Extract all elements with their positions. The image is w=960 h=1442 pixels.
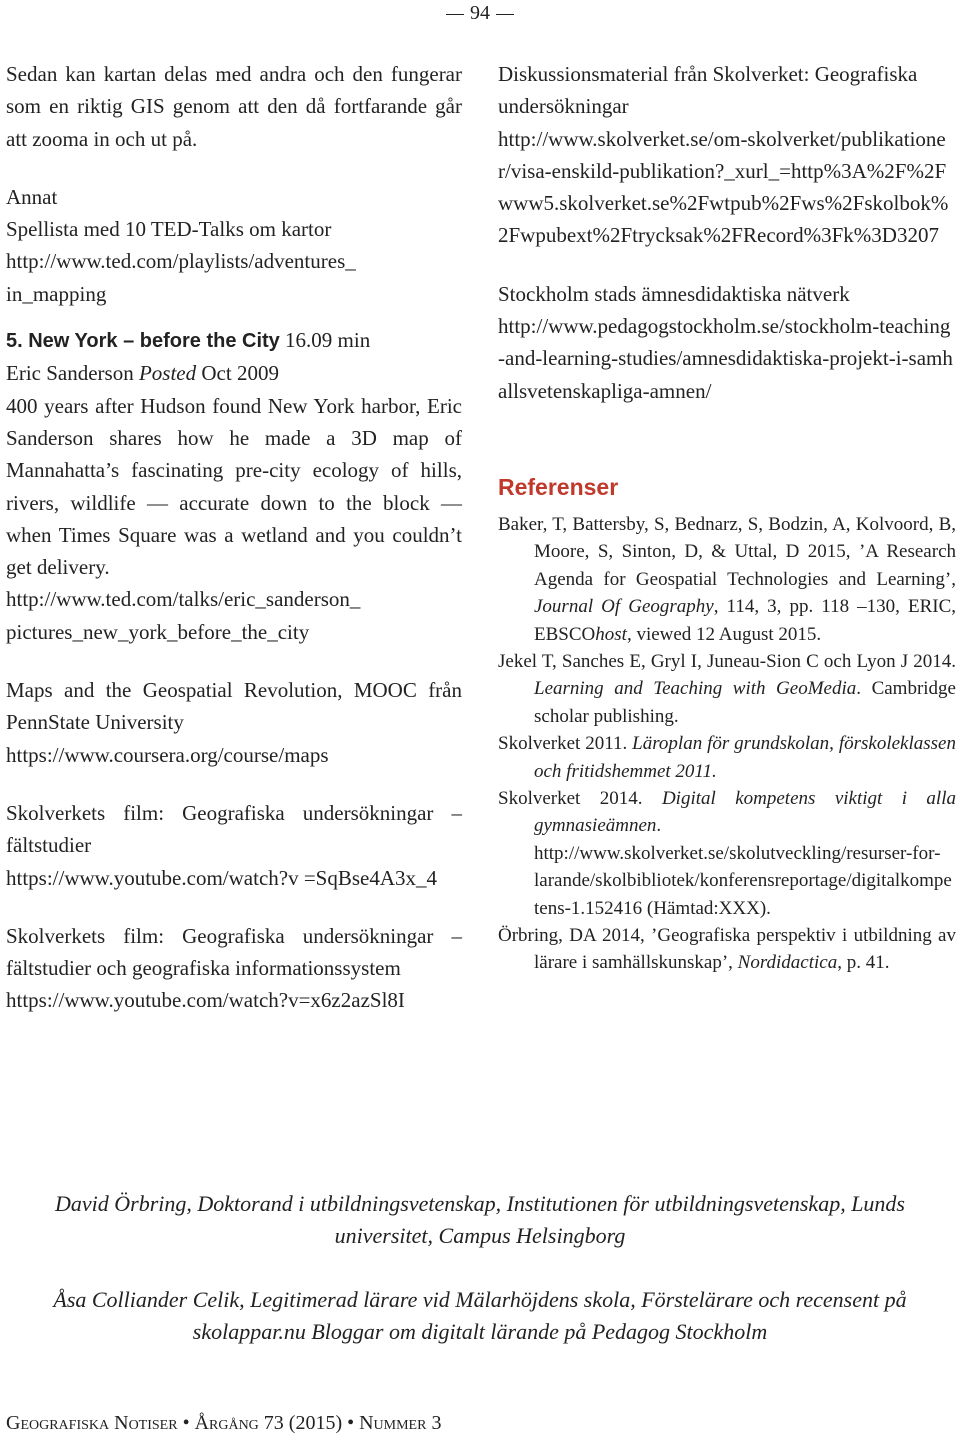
item5-byline: Eric Sanderson Posted Oct 2009 <box>6 361 279 386</box>
item5-heading: 5. New York – before the City 16.09 min <box>6 328 371 353</box>
film2-url[interactable]: https://www.youtube.com/watch?v=x6z2azSl8I <box>6 988 405 1013</box>
page-number: 94 <box>440 2 520 25</box>
intro-paragraph: Sedan kan kartan delas med andra och den fungerar som en riktig GIS genom att den då fortfarande går att zooma in och ut på. <box>6 62 462 151</box>
reference-item: Skolverket 2014. Digital kompetens viktigt i alla gymnasieämnen. http://www.skolverket.se/skolutveckling/resurser-for-larande/skolbibliotek/konferensreportage/digitalkompetens-1.152416 (Hämtad:XXX). <box>498 788 956 919</box>
film1-title: Skolverkets film: Geografiska undersökningar – fältstudier <box>6 800 462 858</box>
diskussion-url[interactable]: http://www.skolverket.se/om-skolverket/publikationer/visa-enskild-publikation?_xurl_=http%3A%2F%2Fwww5.skolverket.se%2Fwtpub%2Fws%2Fskolbok%2Fwpubext%2Ftrycksak%2FRecord%3Fk%3D3207 <box>498 126 949 248</box>
film2-title: Skolverkets film: Geografiska undersökningar – fältstudier och geografiska informationssystem <box>6 923 462 981</box>
reference-item: Baker, T, Battersby, S, Bednarz, S, Bodzin, A, Kolvoord, B, Moore, S, Sinton, D, & Uttal, D 2015, ’A Research Agenda for Geospatial Technologies and Learning’, Journal Of Geography, 114, 3, pp. 118 –130, ERIC, EBSCOhost, viewed 12 August 2015. <box>498 513 957 645</box>
references-heading: Referenser <box>498 473 619 500</box>
stockholm-url[interactable]: http://www.pedagogstockholm.se/stockholm-teaching-and-learning-studies/amnesdidaktiska-projekt-i-samhallsvetenskapliga-amnen/ <box>498 314 953 403</box>
film1-url[interactable]: https://www.youtube.com/watch?v =SqBse4A3x_4 <box>6 865 438 890</box>
maps-url[interactable]: https://www.coursera.org/course/maps <box>6 742 329 767</box>
right-column <box>498 58 956 977</box>
annat-item: Spellista med 10 TED-Talks om kartor <box>6 217 332 242</box>
item5-description: 400 years after Hudson found New York harbor, Eric Sanderson shares how he made a 3D map of Mannahatta’s fascinating pre-city ecology of hills, rivers, wildlife — accurate down to the block — when Times Square was a wetland and you couldn’t get delivery. <box>6 393 462 580</box>
annat-url[interactable]: http://www.ted.com/playlists/adventures_ in_mapping <box>6 249 356 306</box>
author-affiliation-1: David Örbring, Doktorand i utbildningsvetenskap, Institutionen för utbildningsvetenskap, Lunds universitet, Campus Helsingborg <box>55 1191 905 1248</box>
reference-item: Örbring, DA 2014, ’Geografiska perspektiv i utbildning av lärare i samhällskunskap’, Nordidactica, p. 41. <box>498 925 956 974</box>
left-column <box>6 58 462 1017</box>
author-affiliation-2: Åsa Colliander Celik, Legitimerad lärare vid Mälarhöjdens skola, Förstelärare och recensent på skolappar.nu Bloggar om digitalt lärande på Pedagog Stockholm <box>53 1287 907 1344</box>
reference-item: Jekel T, Sanches E, Gryl I, Juneau-Sion C och Lyon J 2014. Learning and Teaching with GeoMedia. Cambridge scholar publishing. <box>498 651 956 727</box>
references-list <box>498 511 956 977</box>
item5-url[interactable]: http://www.ted.com/talks/eric_sanderson_ pictures_new_york_before_the_city <box>6 587 361 644</box>
maps-title: Maps and the Geospatial Revolution, MOOC från PennState University <box>6 678 462 735</box>
reference-item: Skolverket 2011. Läroplan för grundskolan, förskoleklassen och fritidshemmet 2011. <box>498 733 956 782</box>
journal-footer: Geografiska Notiser • Årgång 73 (2015) • Nummer 3 <box>6 1412 442 1434</box>
annat-heading: Annat <box>6 184 58 209</box>
stockholm-title: Stockholm stads ämnesdidaktiska nätverk <box>498 281 850 306</box>
diskussion-title: Diskussionsmaterial från Skolverket: Geografiska undersökningar <box>498 62 918 119</box>
